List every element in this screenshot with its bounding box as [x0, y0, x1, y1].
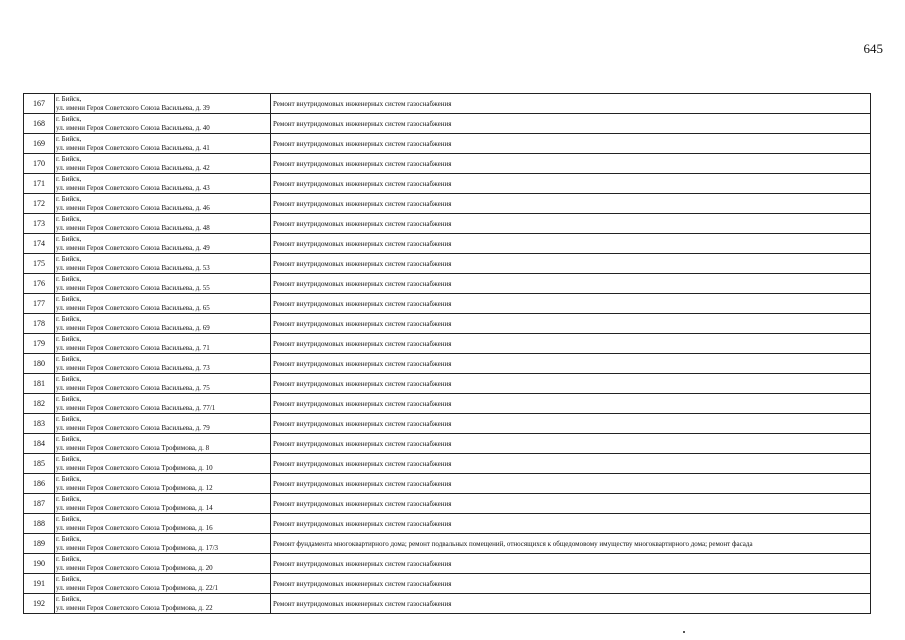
address-cell [55, 594, 271, 614]
table-row [24, 294, 871, 314]
address-street: ул. имени Героя Советского Союза Васильева, д. 75 [56, 383, 210, 392]
address-city: г. Бийск, [56, 495, 82, 503]
table-row [24, 314, 871, 334]
address-street: ул. имени Героя Советского Союза Трофимова, д. 14 [56, 503, 213, 512]
address-cell [55, 254, 271, 274]
address-city: г. Бийск, [56, 535, 82, 543]
row-number: 172 [24, 194, 55, 214]
work-description: Ремонт внутридомовых инженерных систем газоснабжения [271, 374, 871, 394]
address-street: ул. имени Героя Советского Союза Трофимова, д. 17/3 [56, 543, 219, 552]
address-street: ул. имени Героя Советского Союза Васильева, д. 41 [56, 143, 210, 152]
work-description: Ремонт внутридомовых инженерных систем газоснабжения [271, 354, 871, 374]
table-row [24, 394, 871, 414]
address-cell [55, 534, 271, 554]
row-number: 184 [24, 434, 55, 454]
row-number: 190 [24, 554, 55, 574]
address-cell [55, 114, 271, 134]
address-city: г. Бийск, [56, 455, 82, 463]
work-description: Ремонт внутридомовых инженерных систем газоснабжения [271, 414, 871, 434]
table-row [24, 94, 871, 114]
address-city: г. Бийск, [56, 595, 82, 603]
table-row [24, 194, 871, 214]
repair-table [23, 93, 871, 614]
address-cell [55, 294, 271, 314]
work-description: Ремонт внутридомовых инженерных систем газоснабжения [271, 274, 871, 294]
work-description: Ремонт внутридомовых инженерных систем газоснабжения [271, 514, 871, 534]
table-row [24, 214, 871, 234]
address-city: г. Бийск, [56, 235, 82, 243]
address-street: ул. имени Героя Советского Союза Трофимова, д. 22 [56, 603, 213, 612]
address-cell [55, 214, 271, 234]
work-description: Ремонт внутридомовых инженерных систем газоснабжения [271, 314, 871, 334]
work-description: Ремонт внутридомовых инженерных систем газоснабжения [271, 194, 871, 214]
work-description: Ремонт внутридомовых инженерных систем газоснабжения [271, 94, 871, 114]
row-number: 187 [24, 494, 55, 514]
row-number: 174 [24, 234, 55, 254]
address-cell [55, 94, 271, 114]
row-number: 167 [24, 94, 55, 114]
work-description: Ремонт внутридомовых инженерных систем газоснабжения [271, 394, 871, 414]
table-row [24, 234, 871, 254]
address-city: г. Бийск, [56, 515, 82, 523]
address-street: ул. имени Героя Советского Союза Васильева, д. 73 [56, 363, 210, 372]
address-street: ул. имени Героя Советского Союза Васильева, д. 53 [56, 263, 210, 272]
table-row [24, 154, 871, 174]
table-row [24, 494, 871, 514]
work-description: Ремонт внутридомовых инженерных систем газоснабжения [271, 214, 871, 234]
row-number: 173 [24, 214, 55, 234]
address-city: г. Бийск, [56, 275, 82, 283]
row-number: 188 [24, 514, 55, 534]
address-cell [55, 354, 271, 374]
table-row [24, 134, 871, 154]
work-description: Ремонт внутридомовых инженерных систем газоснабжения [271, 454, 871, 474]
address-street: ул. имени Героя Советского Союза Васильева, д. 69 [56, 323, 210, 332]
address-street: ул. имени Героя Советского Союза Трофимова, д. 12 [56, 483, 213, 492]
address-street: ул. имени Героя Советского Союза Васильева, д. 79 [56, 423, 210, 432]
work-description: Ремонт внутридомовых инженерных систем газоснабжения [271, 174, 871, 194]
row-number: 186 [24, 474, 55, 494]
address-street: ул. имени Героя Советского Союза Васильева, д. 65 [56, 303, 210, 312]
address-street: ул. имени Героя Советского Союза Васильева, д. 71 [56, 343, 210, 352]
address-city: г. Бийск, [56, 115, 82, 123]
page-number: 645 [863, 41, 883, 56]
address-city: г. Бийск, [56, 215, 82, 223]
work-description: Ремонт внутридомовых инженерных систем газоснабжения [271, 114, 871, 134]
table-row [24, 374, 871, 394]
work-description: Ремонт внутридомовых инженерных систем газоснабжения [271, 334, 871, 354]
address-cell [55, 314, 271, 334]
address-street: ул. имени Героя Советского Союза Васильева, д. 40 [56, 123, 210, 132]
address-cell [55, 334, 271, 354]
address-city: г. Бийск, [56, 95, 82, 103]
work-description: Ремонт внутридомовых инженерных систем газоснабжения [271, 554, 871, 574]
work-description: Ремонт внутридомовых инженерных систем газоснабжения [271, 474, 871, 494]
address-street: ул. имени Героя Советского Союза Трофимова, д. 16 [56, 523, 213, 532]
address-city: г. Бийск, [56, 175, 82, 183]
address-street: ул. имени Героя Советского Союза Васильева, д. 49 [56, 243, 210, 252]
address-cell [55, 474, 271, 494]
row-number: 185 [24, 454, 55, 474]
table-row [24, 534, 871, 554]
address-street: ул. имени Героя Советского Союза Трофимова, д. 10 [56, 463, 213, 472]
address-cell [55, 434, 271, 454]
address-street: ул. имени Героя Советского Союза Васильева, д. 42 [56, 163, 210, 172]
table-row [24, 254, 871, 274]
address-street: ул. имени Героя Советского Союза Васильева, д. 55 [56, 283, 210, 292]
table-row [24, 174, 871, 194]
address-cell [55, 174, 271, 194]
work-description: Ремонт фундамента многоквартирного дома; ремонт подвальных помещений, относящихся к общедомовому имуществу многоквартирного дома; ремонт фасада [271, 534, 871, 554]
row-number: 169 [24, 134, 55, 154]
scan-speck [683, 631, 685, 633]
table-row [24, 114, 871, 134]
address-street: ул. имени Героя Советского Союза Васильева, д. 39 [56, 103, 210, 112]
address-cell [55, 274, 271, 294]
row-number: 171 [24, 174, 55, 194]
address-street: ул. имени Героя Советского Союза Васильева, д. 48 [56, 223, 210, 232]
address-cell [55, 374, 271, 394]
row-number: 178 [24, 314, 55, 334]
table-row [24, 334, 871, 354]
table-row [24, 474, 871, 494]
table-row [24, 574, 871, 594]
address-cell [55, 454, 271, 474]
work-description: Ремонт внутридомовых инженерных систем газоснабжения [271, 294, 871, 314]
address-cell [55, 194, 271, 214]
table-row [24, 554, 871, 574]
address-city: г. Бийск, [56, 335, 82, 343]
address-city: г. Бийск, [56, 575, 82, 583]
row-number: 179 [24, 334, 55, 354]
row-number: 176 [24, 274, 55, 294]
address-city: г. Бийск, [56, 415, 82, 423]
work-description: Ремонт внутридомовых инженерных систем газоснабжения [271, 234, 871, 254]
row-number: 177 [24, 294, 55, 314]
row-number: 181 [24, 374, 55, 394]
address-city: г. Бийск, [56, 295, 82, 303]
address-city: г. Бийск, [56, 195, 82, 203]
table-row [24, 414, 871, 434]
row-number: 180 [24, 354, 55, 374]
work-description: Ремонт внутридомовых инженерных систем газоснабжения [271, 434, 871, 454]
row-number: 170 [24, 154, 55, 174]
address-cell [55, 414, 271, 434]
table-body [24, 94, 871, 614]
address-street: ул. имени Героя Советского Союза Трофимова, д. 8 [56, 443, 210, 452]
address-city: г. Бийск, [56, 375, 82, 383]
table-row [24, 354, 871, 374]
address-city: г. Бийск, [56, 435, 82, 443]
work-description: Ремонт внутридомовых инженерных систем газоснабжения [271, 154, 871, 174]
row-number: 183 [24, 414, 55, 434]
row-number: 189 [24, 534, 55, 554]
address-city: г. Бийск, [56, 395, 82, 403]
row-number: 175 [24, 254, 55, 274]
work-description: Ремонт внутридомовых инженерных систем газоснабжения [271, 574, 871, 594]
address-street: ул. имени Героя Советского Союза Трофимова, д. 22/1 [56, 583, 219, 592]
row-number: 182 [24, 394, 55, 414]
address-city: г. Бийск, [56, 315, 82, 323]
address-street: ул. имени Героя Советского Союза Васильева, д. 46 [56, 203, 210, 212]
address-cell [55, 494, 271, 514]
address-city: г. Бийск, [56, 555, 82, 563]
table-row [24, 514, 871, 534]
work-description: Ремонт внутридомовых инженерных систем газоснабжения [271, 594, 871, 614]
address-city: г. Бийск, [56, 135, 82, 143]
address-street: ул. имени Героя Советского Союза Трофимова, д. 20 [56, 563, 213, 572]
address-street: ул. имени Героя Советского Союза Васильева, д. 43 [56, 183, 210, 192]
table-row [24, 454, 871, 474]
address-street: ул. имени Героя Советского Союза Васильева, д. 77/1 [56, 403, 216, 412]
address-cell [55, 514, 271, 534]
table-row [24, 274, 871, 294]
work-description: Ремонт внутридомовых инженерных систем газоснабжения [271, 134, 871, 154]
address-city: г. Бийск, [56, 255, 82, 263]
address-cell [55, 394, 271, 414]
address-cell [55, 154, 271, 174]
address-cell [55, 134, 271, 154]
address-city: г. Бийск, [56, 355, 82, 363]
table-row [24, 594, 871, 614]
work-description: Ремонт внутридомовых инженерных систем газоснабжения [271, 254, 871, 274]
address-city: г. Бийск, [56, 475, 82, 483]
row-number: 192 [24, 594, 55, 614]
row-number: 191 [24, 574, 55, 594]
address-city: г. Бийск, [56, 155, 82, 163]
table-row [24, 434, 871, 454]
address-cell [55, 234, 271, 254]
address-cell [55, 554, 271, 574]
row-number: 168 [24, 114, 55, 134]
work-description: Ремонт внутридомовых инженерных систем газоснабжения [271, 494, 871, 514]
address-cell [55, 574, 271, 594]
